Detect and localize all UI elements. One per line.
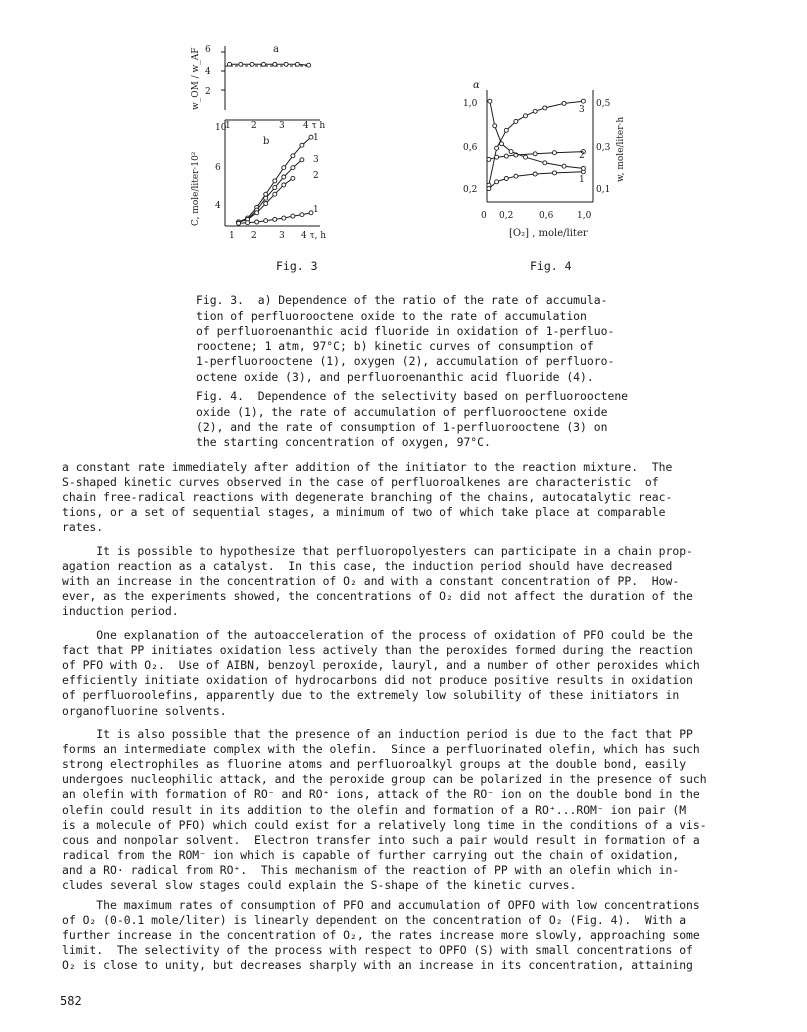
fig3b-ytick: 4 bbox=[215, 201, 221, 211]
data-point bbox=[250, 62, 254, 66]
caption-line: of perfluoroenanthic acid fluoride in oxidation of 1-perfluo- bbox=[196, 323, 615, 338]
text-line: ever, as the experiments showed, the concentrations of O₂ did not affect the duration of the bbox=[62, 589, 693, 604]
text-line: organofluorine solvents. bbox=[62, 703, 227, 718]
text-line: further increase in the concentration of O₂, the rates increase more slowly, approaching some bbox=[62, 928, 700, 943]
text-line: a constant rate immediately after addition of the initiator to the reaction mixture. The bbox=[62, 460, 673, 475]
data-point bbox=[246, 221, 250, 225]
fig4-y-left-tick: 0,2 bbox=[463, 185, 478, 195]
data-point bbox=[533, 109, 537, 113]
data-point bbox=[487, 187, 491, 191]
text-line: undergoes nucleophilic attack, and the peroxide group can be polarized in the presence of such bbox=[62, 772, 707, 787]
text-line: of O₂ (0-0.1 mole/liter) is linearly dependent on the concentration of O₂ (Fig. 4). With a bbox=[62, 913, 687, 928]
data-point bbox=[509, 150, 513, 154]
fig3b-ytick: 10 bbox=[215, 123, 227, 133]
fig3a-xtick: 1 bbox=[225, 121, 231, 131]
data-point bbox=[262, 62, 266, 66]
data-point bbox=[504, 177, 508, 181]
data-point bbox=[239, 62, 243, 66]
data-point bbox=[514, 119, 518, 123]
text-line: is a molecule of PFO) which could exist for a relatively long time in the conditions of a vis- bbox=[62, 817, 707, 832]
data-point bbox=[273, 192, 277, 196]
data-point bbox=[543, 106, 547, 110]
data-point bbox=[264, 202, 268, 206]
data-point bbox=[533, 152, 537, 156]
text-line: tions, or a set of sequential stages, a minimum of two of which take place at comparable bbox=[62, 505, 666, 520]
fig3a-xtick: 4 τ h bbox=[303, 121, 326, 131]
data-point bbox=[291, 166, 295, 170]
data-point bbox=[562, 101, 566, 105]
data-point bbox=[533, 172, 537, 176]
data-point bbox=[524, 114, 528, 118]
paragraph-4 bbox=[62, 712, 752, 908]
fig4-y-right-tick: 0,5 bbox=[596, 99, 611, 109]
data-point bbox=[282, 216, 286, 220]
fig4-xtick: 0,6 bbox=[539, 211, 554, 221]
data-point bbox=[237, 221, 241, 225]
data-point bbox=[282, 175, 286, 179]
data-point bbox=[543, 161, 547, 165]
text-line: It is also possible that the presence of an induction period is due to the fact that PP bbox=[62, 727, 693, 742]
data-point bbox=[300, 143, 304, 147]
fig3b-xtick: 1 bbox=[229, 231, 235, 241]
text-line: chain free-radical reactions with degenerate branching of the chains, autocatalytic reac- bbox=[62, 490, 673, 505]
data-point bbox=[282, 166, 286, 170]
data-point bbox=[504, 128, 508, 132]
text-line: S-shaped kinetic curves observed in the case of perfluoroalkenes are characteristic of bbox=[62, 475, 659, 490]
data-point bbox=[307, 63, 311, 67]
fig3b-series bbox=[237, 135, 313, 225]
figure-4 bbox=[455, 72, 630, 250]
data-point bbox=[228, 62, 232, 66]
data-point bbox=[524, 155, 528, 159]
caption-line: Fig. 4. Dependence of the selectivity based on perfluorooctene bbox=[196, 389, 629, 404]
text-line: an olefin with formation of RO⁻ and RO⁺ ions, attack of the RO⁻ ion on the double bond in the bbox=[62, 787, 700, 802]
text-line: efficiently initiate oxidation of hydrocarbons did not produce positive results in oxidation bbox=[62, 673, 693, 688]
data-point bbox=[300, 158, 304, 162]
text-line: cous and nonpolar solvent. Electron transfer into such a pair would result in formation of a bbox=[62, 832, 700, 847]
data-point bbox=[495, 180, 499, 184]
data-point bbox=[264, 196, 268, 200]
data-point bbox=[282, 183, 286, 187]
text-line: limit. The selectivity of the process with respect to OPFO (S) with small concentrations of bbox=[62, 943, 693, 958]
fig3a-axes bbox=[221, 46, 225, 110]
data-point bbox=[295, 62, 299, 66]
data-point bbox=[553, 151, 557, 155]
data-point bbox=[264, 219, 268, 223]
data-point bbox=[495, 146, 499, 150]
caption-line: Fig. 3. a) Dependence of the ratio of the rate of accumula- bbox=[196, 293, 608, 308]
fig3b-axes bbox=[225, 120, 320, 226]
text-line: olefin could result in its addition to the olefin and formation of a RO⁺...ROM⁻ ion pair (M bbox=[62, 802, 687, 817]
fig4-curve-label: 3 bbox=[579, 105, 585, 115]
fig3a-series bbox=[228, 62, 311, 67]
fig3-label: Fig. 3 bbox=[276, 259, 318, 273]
fig3b-panel-label: b bbox=[263, 136, 270, 147]
data-point bbox=[255, 211, 259, 215]
fig3b-curve-label: 2 bbox=[313, 171, 319, 181]
fig3b-curve-label: 3 bbox=[313, 155, 319, 165]
text-line: cludes several slow stages could explain the S-shape of the kinetic curves. bbox=[62, 878, 577, 893]
text-line: fact that PP initiates oxidation less actively than the peroxides formed during the reaction bbox=[62, 643, 693, 658]
fig3a-ytick: 4 bbox=[205, 67, 211, 77]
text-line: induction period. bbox=[62, 604, 179, 619]
data-point bbox=[504, 154, 508, 158]
data-point bbox=[255, 220, 259, 224]
fig3b-xtick: 4 τ, h bbox=[301, 231, 327, 241]
fig4-xtick: 1,0 bbox=[577, 211, 592, 221]
data-point bbox=[273, 217, 277, 221]
text-line: One explanation of the autoacceleration of the process of oxidation of PFO could be the bbox=[62, 628, 693, 643]
data-point bbox=[273, 179, 277, 183]
fig4-y-left-tick: 1,0 bbox=[463, 99, 478, 109]
fig3a-ytick: 2 bbox=[205, 87, 211, 97]
text-line: of perfluoroolefins, apparently due to the extremely low solubility of these initiators in bbox=[62, 688, 680, 703]
text-line: It is possible to hypothesize that perfluoropolyesters can participate in a chain prop- bbox=[62, 544, 693, 559]
data-point bbox=[291, 176, 295, 180]
data-point bbox=[264, 192, 268, 196]
fig3a-panel-label: a bbox=[273, 44, 279, 55]
fig4-y-right-tick: 0,3 bbox=[596, 143, 611, 153]
text-line: of PFO with O₂. Use of AIBN, benzoyl peroxide, lauryl, and a number of other peroxides which bbox=[62, 658, 700, 673]
fig3a-xtick: 3 bbox=[279, 121, 285, 131]
text-line: O₂ is close to unity, but decreases sharply with an increase in its concentration, attaining bbox=[62, 958, 693, 973]
caption-line: the starting concentration of oxygen, 97°C. bbox=[196, 435, 491, 450]
data-point bbox=[562, 164, 566, 168]
fig4-axes bbox=[487, 90, 593, 202]
fig4-xtick: 0 bbox=[481, 211, 487, 221]
data-point bbox=[500, 142, 504, 146]
fig4-y-left-label: α bbox=[473, 80, 480, 91]
fig3a-ylabel: w_OM / w_AF bbox=[191, 47, 201, 110]
data-point bbox=[488, 99, 492, 103]
fig4-series bbox=[487, 99, 586, 190]
fig3b-xtick: 3 bbox=[279, 231, 285, 241]
text-line: The maximum rates of consumption of PFO and accumulation of OPFO with low concentrations bbox=[62, 898, 700, 913]
data-point bbox=[273, 62, 277, 66]
fig3b-xtick: 2 bbox=[251, 231, 257, 241]
paragraph-5 bbox=[62, 883, 752, 989]
caption-line: octene oxide (3), and perfluoroenanthic acid fluoride (4). bbox=[196, 369, 594, 384]
caption-line: tion of perfluorooctene oxide to the rate of accumulation bbox=[196, 308, 587, 323]
fig4-xlabel: [O₂] , mole/liter bbox=[509, 228, 588, 239]
fig4-y-right-label: w, mole/liter·h bbox=[616, 116, 626, 182]
fig4-y-right-tick: 0,1 bbox=[596, 185, 611, 195]
data-point bbox=[487, 157, 491, 161]
caption-line: oxide (1), the rate of accumulation of perfluorooctene oxide bbox=[196, 404, 608, 419]
figure-3 bbox=[185, 38, 355, 248]
caption-line: (2), and the rate of consumption of 1-perfluorooctene (3) on bbox=[196, 419, 608, 434]
text-line: agation reaction as a catalyst. In this case, the induction period should have decreased bbox=[62, 559, 673, 574]
fig4-xtick: 0,2 bbox=[499, 211, 514, 221]
data-point bbox=[300, 213, 304, 217]
data-point bbox=[581, 99, 585, 103]
text-line: rates. bbox=[62, 520, 104, 535]
text-line: radical from the ROM⁻ ion which is capable of further carrying out the chain of oxidation, bbox=[62, 847, 680, 862]
fig4-curve-label: 2 bbox=[579, 151, 585, 161]
data-point bbox=[514, 174, 518, 178]
text-line: forms an intermediate complex with the olefin. Since a perfluorinated olefin, which has such bbox=[62, 742, 700, 757]
data-point bbox=[581, 166, 585, 170]
caption-line: 1-perfluorooctene (1), oxygen (2), accumulation of perfluoro- bbox=[196, 354, 615, 369]
text-line: with an increase in the concentration of O₂ and with a constant concentration of PP. How- bbox=[62, 574, 680, 589]
data-point bbox=[291, 154, 295, 158]
data-point bbox=[493, 124, 497, 128]
data-point bbox=[291, 214, 295, 218]
text-line: and a RO· radical from RO⁺. This mechanism of the reaction of PP with an olefin which in- bbox=[62, 862, 680, 877]
fig3b-curve-label: 1 bbox=[313, 205, 319, 215]
fig3a-ytick: 6 bbox=[205, 45, 211, 55]
fig3b-ylabel: C, mole/liter·10² bbox=[191, 151, 201, 226]
data-point bbox=[495, 155, 499, 159]
data-point bbox=[553, 171, 557, 175]
caption-line: rooctene; 1 atm, 97°C; b) kinetic curves of consumption of bbox=[196, 339, 594, 354]
fig4-label: Fig. 4 bbox=[530, 259, 572, 273]
fig3b-ytick: 6 bbox=[215, 163, 221, 173]
data-point bbox=[284, 62, 288, 66]
text-line: strong electrophiles as fluorine atoms and perfluoroalkyl groups at the double bond, easily bbox=[62, 757, 687, 772]
data-point bbox=[273, 186, 277, 190]
page-number: 582 bbox=[60, 994, 82, 1008]
fig4-y-left-tick: 0,6 bbox=[463, 143, 478, 153]
fig4-curve-label: 1 bbox=[579, 175, 585, 185]
fig3b-curve-label: 1 bbox=[313, 133, 319, 143]
fig3a-xtick: 2 bbox=[251, 121, 257, 131]
